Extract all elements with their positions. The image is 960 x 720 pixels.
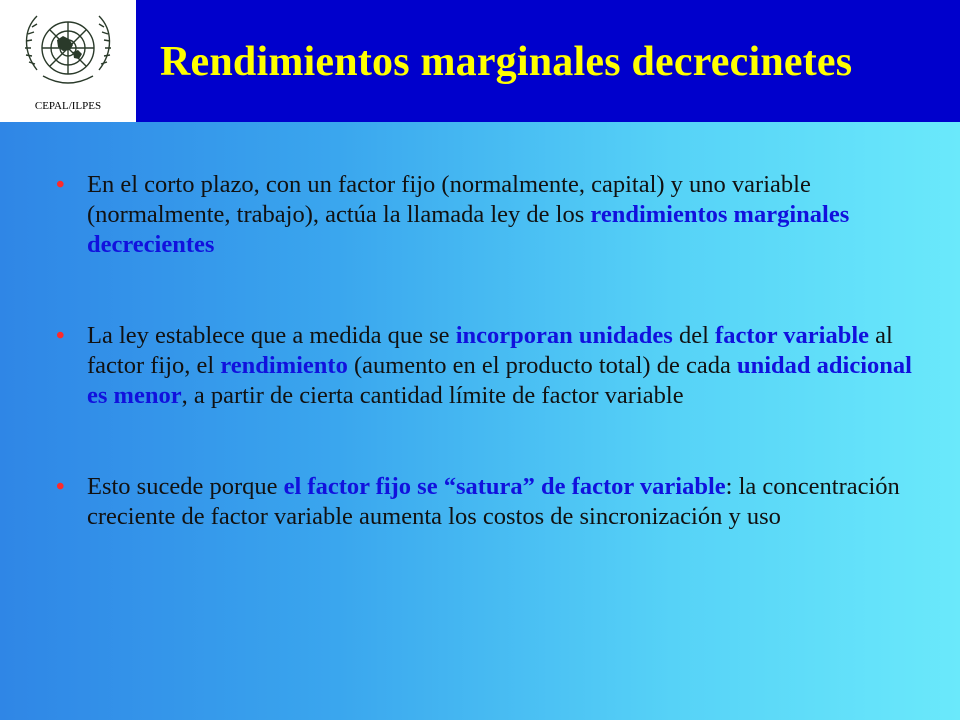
emphasized-text: incorporan unidades (455, 322, 673, 349)
emphasized-text: factor variable (715, 322, 870, 349)
bullet-text: En el corto plazo, con un factor fijo (normalmente, capital) y uno variable (normalmente, trabajo), actúa la llamada ley de los (87, 171, 811, 228)
emphasized-text: rendimientos marginales decrecientes (87, 201, 850, 258)
bullet-text: al factor fijo, el (87, 322, 893, 379)
emphasized-text: rendimiento (220, 352, 348, 379)
bullet-list (56, 170, 916, 532)
un-emblem-icon (13, 6, 123, 98)
bullet-text: Esto sucede porque (87, 473, 284, 500)
header-bar (0, 0, 960, 122)
logo-caption: CEPAL/ILPES (34, 100, 102, 112)
logo-box (0, 0, 136, 122)
bullet-text: , a partir de cierta cantidad límite de factor variable (181, 382, 684, 409)
bullet-text: : la concentración creciente de factor variable aumenta los costos de sincronización y uso (87, 473, 900, 530)
emphasized-text: unidad adicional es menor (87, 352, 912, 409)
bullet-marker: • (56, 171, 65, 198)
bullet-text: del (672, 322, 716, 349)
bullet-item (56, 170, 916, 260)
bullet-item (56, 472, 916, 532)
slide-title: Rendimientos marginales decrecinetes (160, 39, 853, 85)
bullet-marker: • (56, 473, 65, 500)
bullet-marker: • (56, 322, 65, 349)
bullet-text: La ley establece que a medida que se (87, 322, 456, 349)
bullet-text: (aumento en el producto total) de cada (347, 352, 737, 379)
bullet-item (56, 321, 916, 411)
emphasized-text: el factor fijo se “satura” de factor variable (283, 473, 726, 500)
